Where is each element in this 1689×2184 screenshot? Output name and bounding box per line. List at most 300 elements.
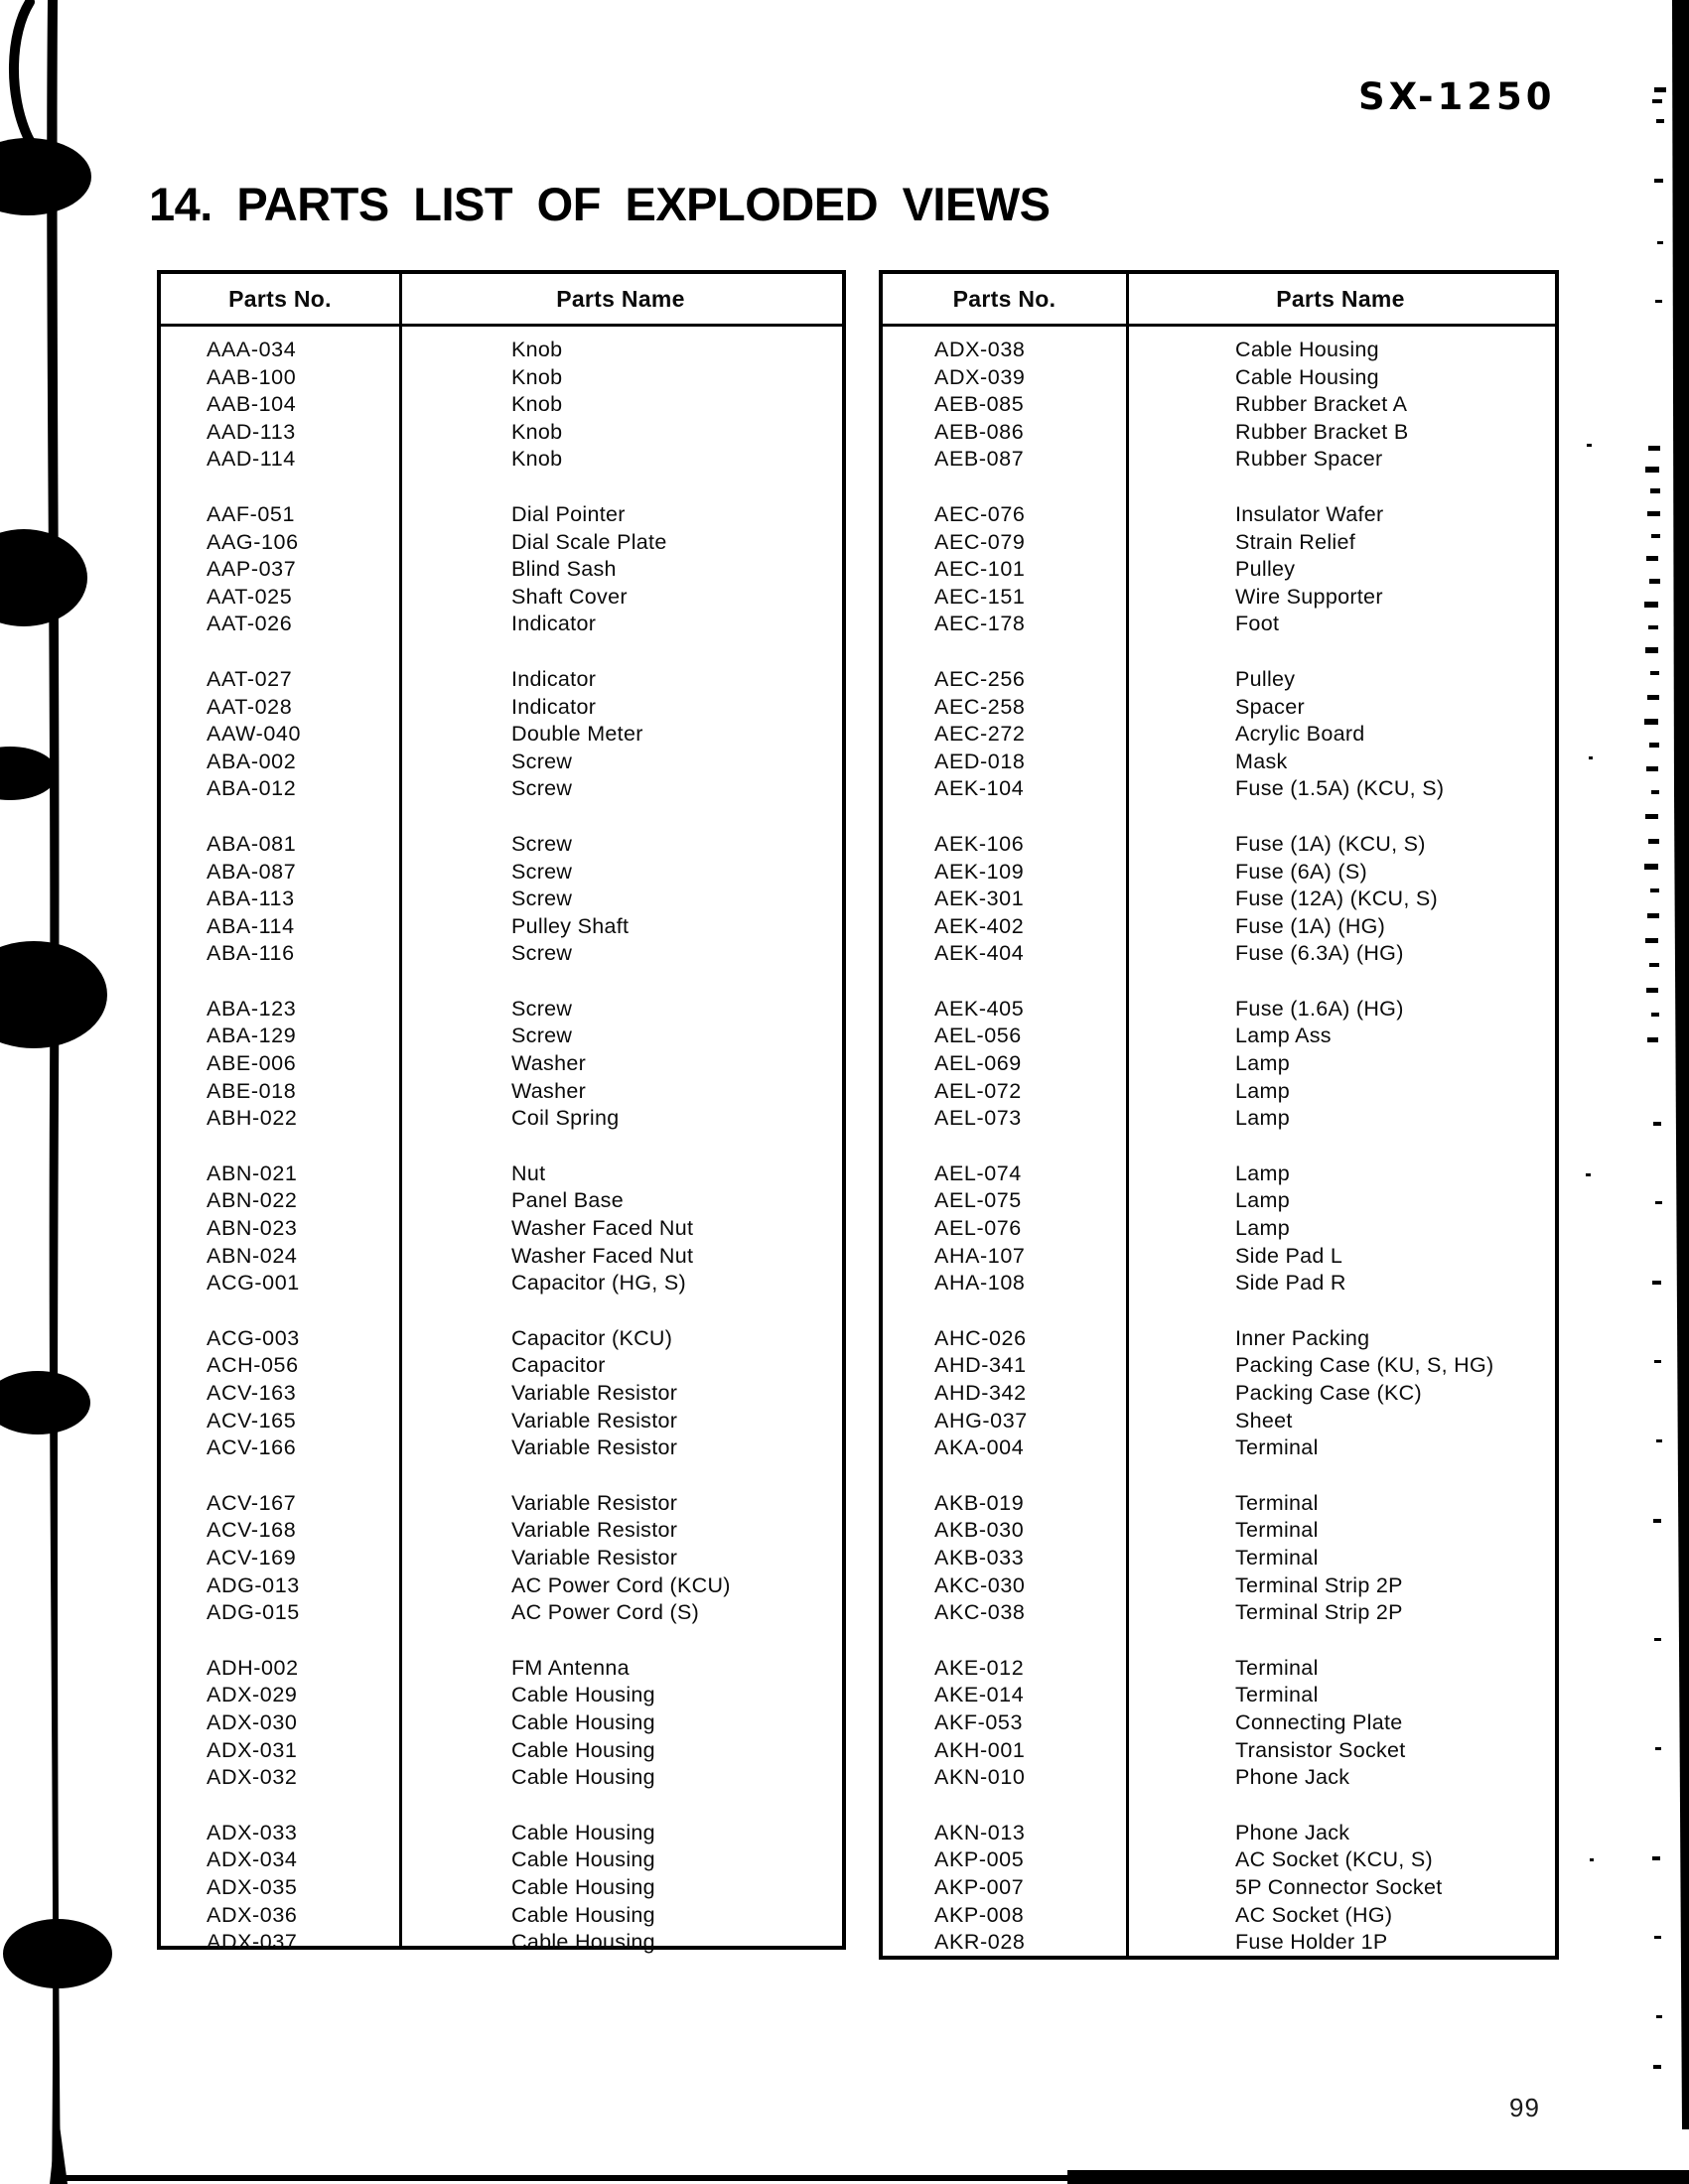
part-name: Pulley Shaft [511, 913, 630, 938]
part-name: Cable Housing [511, 1874, 655, 1899]
part-name: Washer [511, 1078, 587, 1103]
part-no: ACG-001 [207, 1271, 300, 1296]
part-name: Indicator [511, 612, 597, 636]
part-name: Double Meter [511, 722, 643, 747]
part-name: Side Pad L [1235, 1243, 1343, 1268]
table-row [161, 1187, 842, 1215]
parts-group [161, 831, 842, 968]
bottom-bar-thin [58, 2175, 1070, 2181]
table-row [883, 859, 1555, 887]
table-row [161, 886, 842, 913]
part-name: Lamp [1235, 1216, 1290, 1241]
part-name: Lamp [1235, 1051, 1290, 1076]
table-row [161, 1599, 842, 1627]
table-row [161, 940, 842, 968]
part-name: Sheet [1235, 1408, 1293, 1433]
table-row [883, 1380, 1555, 1408]
part-no: ABA-087 [207, 859, 297, 884]
part-name: Coil Spring [511, 1106, 620, 1131]
part-name: Indicator [511, 666, 597, 691]
part-no: AEK-405 [934, 996, 1025, 1021]
part-name: Shaft Cover [511, 584, 628, 609]
part-name: Screw [511, 1024, 573, 1048]
part-name: Terminal [1235, 1518, 1319, 1543]
part-name: Rubber Bracket A [1235, 392, 1408, 417]
parts-group [883, 337, 1555, 474]
part-no: ADX-032 [207, 1765, 298, 1790]
table-row [161, 1050, 842, 1078]
part-no: ACV-165 [207, 1408, 297, 1433]
table-row [161, 1655, 842, 1683]
table-row [161, 1709, 842, 1737]
spine-bottom-spike [50, 2111, 68, 2184]
part-name: AC Socket (KCU, S) [1235, 1847, 1433, 1872]
table-row [161, 694, 842, 722]
table-row [883, 1846, 1555, 1874]
table-row [161, 1215, 842, 1243]
table-row [161, 1490, 842, 1518]
table-row [161, 1105, 842, 1133]
part-no: ADX-030 [207, 1709, 298, 1734]
part-no: AHD-341 [934, 1353, 1027, 1378]
table-row [883, 1572, 1555, 1600]
part-no: ACV-169 [207, 1545, 297, 1570]
part-name: Knob [511, 338, 563, 361]
part-name: Insulator Wafer [1235, 501, 1384, 526]
table-row [161, 1078, 842, 1106]
parts-group [883, 1325, 1555, 1462]
parts-group [161, 1490, 842, 1627]
part-name: Spacer [1235, 694, 1305, 719]
part-no: AAT-025 [207, 584, 293, 609]
part-name: Variable Resistor [511, 1435, 678, 1460]
table-row [161, 1023, 842, 1050]
part-no: AAP-037 [207, 557, 297, 582]
part-name: Transistor Socket [1235, 1737, 1406, 1762]
part-no: ADX-037 [207, 1930, 298, 1955]
table-row [161, 1820, 842, 1847]
table-row [161, 1325, 842, 1353]
part-no: ADX-039 [934, 364, 1026, 389]
part-name: Terminal [1235, 1655, 1319, 1680]
part-no: ABA-123 [207, 996, 297, 1021]
parts-group [161, 1655, 842, 1792]
part-name: Wire Supporter [1235, 584, 1383, 609]
table-row [161, 501, 842, 529]
table-row [883, 1434, 1555, 1462]
table-row [161, 1572, 842, 1600]
table-row [161, 556, 842, 584]
part-name: Connecting Plate [1235, 1709, 1403, 1734]
part-name: Washer Faced Nut [511, 1243, 694, 1268]
part-no: AAA-034 [207, 338, 297, 361]
part-no: ADX-029 [207, 1683, 298, 1707]
part-no: AKC-030 [934, 1572, 1026, 1597]
table-row [883, 831, 1555, 859]
part-no: AHA-107 [934, 1243, 1026, 1268]
table-row [883, 1682, 1555, 1709]
table-row [883, 1929, 1555, 1957]
part-name: Fuse (6.3A) (HG) [1235, 941, 1404, 966]
part-no: AAD-113 [207, 419, 296, 444]
part-no: AAB-104 [207, 392, 297, 417]
part-name: Inner Packing [1235, 1325, 1370, 1350]
part-no: ABA-116 [207, 941, 295, 966]
part-name: Screw [511, 996, 573, 1021]
right-edge-noise [1586, 87, 1666, 2069]
part-name: Nut [511, 1160, 546, 1185]
table-row [883, 1599, 1555, 1627]
table-row [883, 364, 1555, 392]
part-no: AEC-256 [934, 666, 1026, 691]
part-name: Cable Housing [511, 1847, 655, 1872]
header-parts-name: Parts Name [1276, 285, 1405, 312]
part-name: Lamp [1235, 1188, 1290, 1213]
part-name: Fuse (1A) (KCU, S) [1235, 831, 1426, 856]
part-no: AHC-026 [934, 1325, 1027, 1350]
part-name: Cable Housing [511, 1737, 655, 1762]
part-no: AEB-085 [934, 392, 1025, 417]
part-name: Terminal [1235, 1490, 1319, 1515]
part-no: ABA-129 [207, 1024, 297, 1048]
part-no: ABE-006 [207, 1051, 297, 1076]
part-no: AEL-073 [934, 1106, 1022, 1131]
part-name: Panel Base [511, 1188, 624, 1213]
part-name: Blind Sash [511, 557, 617, 582]
page-title: 14. PARTS LIST OF EXPLODED VIEWS [149, 178, 1051, 230]
binder-hole-5 [0, 1371, 90, 1434]
table-row [883, 1737, 1555, 1765]
binder-hole-2 [0, 529, 87, 626]
table-row [883, 529, 1555, 557]
part-no: AAD-114 [207, 447, 296, 472]
table-row [883, 1105, 1555, 1133]
parts-group [883, 1160, 1555, 1297]
part-name: Side Pad R [1235, 1271, 1346, 1296]
parts-group [161, 1160, 842, 1297]
part-no: ADG-015 [207, 1600, 300, 1625]
part-no: AKE-012 [934, 1655, 1025, 1680]
part-no: AKB-019 [934, 1490, 1025, 1515]
parts-group [161, 501, 842, 638]
binder-hole-3 [0, 747, 58, 800]
table-row [161, 611, 842, 638]
part-name: Cable Housing [1235, 364, 1379, 389]
table-header [883, 274, 1555, 327]
table-row [883, 666, 1555, 694]
part-name: Strain Relief [1235, 529, 1356, 554]
part-name: Variable Resistor [511, 1381, 678, 1405]
part-name: Lamp [1235, 1106, 1290, 1131]
part-name: Cable Housing [511, 1820, 655, 1844]
parts-group [161, 666, 842, 803]
part-no: ACH-056 [207, 1353, 299, 1378]
table-row [883, 1517, 1555, 1545]
table-row [161, 1408, 842, 1435]
table-row [161, 391, 842, 419]
part-no: AAW-040 [207, 722, 302, 747]
part-name: Rubber Spacer [1235, 447, 1383, 472]
bottom-bar-thick [1067, 2170, 1689, 2184]
part-name: Fuse (12A) (KCU, S) [1235, 887, 1439, 911]
table-row [883, 1352, 1555, 1380]
table-row [883, 1023, 1555, 1050]
part-no: AKP-008 [934, 1902, 1025, 1927]
part-no: AEC-258 [934, 694, 1026, 719]
table-row [161, 419, 842, 447]
parts-group [161, 1325, 842, 1462]
table-row [161, 996, 842, 1024]
table-row [883, 611, 1555, 638]
part-name: Fuse (6A) (S) [1235, 859, 1367, 884]
part-no: AEC-101 [934, 557, 1026, 582]
table-row [883, 1187, 1555, 1215]
parts-group [883, 501, 1555, 638]
part-name: Dial Pointer [511, 501, 626, 526]
binder-hole-4 [0, 941, 107, 1048]
table-row [883, 1243, 1555, 1271]
table-row [161, 1434, 842, 1462]
part-no: ABN-023 [207, 1216, 298, 1241]
table-row [161, 1243, 842, 1271]
table-row [883, 775, 1555, 803]
parts-group [883, 831, 1555, 968]
part-name: Washer Faced Nut [511, 1216, 694, 1241]
part-no: AEC-076 [934, 501, 1026, 526]
table-row [883, 886, 1555, 913]
table-row [883, 1820, 1555, 1847]
part-no: AKN-013 [934, 1820, 1026, 1844]
part-name: Capacitor (KCU) [511, 1325, 673, 1350]
part-no: ADG-013 [207, 1572, 300, 1597]
part-no: AED-018 [934, 749, 1026, 773]
table-row [883, 1490, 1555, 1518]
header-parts-name: Parts Name [556, 285, 685, 312]
table-row [883, 501, 1555, 529]
header-parts-no: Parts No. [228, 285, 332, 312]
table-row [161, 364, 842, 392]
part-no: AEL-075 [934, 1188, 1022, 1213]
part-name: AC Socket (HG) [1235, 1902, 1393, 1927]
part-no: AKR-028 [934, 1930, 1026, 1955]
table-row [161, 775, 842, 803]
page-number: 99 [1509, 2093, 1540, 2122]
part-no: ABN-024 [207, 1243, 298, 1268]
part-name: Capacitor [511, 1353, 606, 1378]
part-no: AKE-014 [934, 1683, 1025, 1707]
table-row [161, 1270, 842, 1297]
part-no: AEL-076 [934, 1216, 1022, 1241]
table-row [883, 1874, 1555, 1902]
part-name: Variable Resistor [511, 1518, 678, 1543]
binder-hole-1 [0, 138, 91, 215]
part-name: AC Power Cord (S) [511, 1600, 700, 1625]
part-no: AEL-069 [934, 1051, 1022, 1076]
part-no: AEK-109 [934, 859, 1025, 884]
part-name: Packing Case (KU, S, HG) [1235, 1353, 1494, 1378]
part-name: Cable Housing [511, 1902, 655, 1927]
part-no: ABA-012 [207, 776, 297, 801]
part-no: AEC-079 [934, 529, 1026, 554]
table-row [883, 1545, 1555, 1572]
parts-table-left [157, 270, 846, 1955]
part-no: AEL-074 [934, 1160, 1022, 1185]
part-name: FM Antenna [511, 1655, 630, 1680]
table-row [883, 913, 1555, 941]
part-name: Pulley [1235, 557, 1296, 582]
part-name: Cable Housing [511, 1930, 655, 1955]
parts-group [161, 996, 842, 1133]
table-row [161, 1160, 842, 1188]
part-no: AEB-086 [934, 419, 1025, 444]
part-name: AC Power Cord (KCU) [511, 1572, 731, 1597]
table-row [161, 1764, 842, 1792]
part-name: Screw [511, 859, 573, 884]
part-name: Foot [1235, 612, 1280, 636]
table-row [883, 1408, 1555, 1435]
part-no: AEB-087 [934, 447, 1025, 472]
table-row [883, 1325, 1555, 1353]
table-row [161, 1380, 842, 1408]
part-no: AAF-051 [207, 501, 296, 526]
table-row [883, 1270, 1555, 1297]
table-row [161, 721, 842, 749]
part-name: Fuse (1.5A) (KCU, S) [1235, 776, 1445, 801]
part-name: Variable Resistor [511, 1408, 678, 1433]
part-no: AKF-053 [934, 1709, 1024, 1734]
part-name: Washer [511, 1051, 587, 1076]
part-no: AAT-027 [207, 666, 293, 691]
table-row [161, 1902, 842, 1930]
part-name: Terminal Strip 2P [1235, 1600, 1403, 1625]
table-row [883, 446, 1555, 474]
part-no: ACV-163 [207, 1381, 297, 1405]
part-name: Fuse (1.6A) (HG) [1235, 996, 1404, 1021]
part-name: 5P Connector Socket [1235, 1874, 1443, 1899]
spine-line [47, 0, 61, 2184]
table-row [883, 721, 1555, 749]
model-number: SX-1250 [1358, 75, 1556, 118]
part-no: AEK-404 [934, 941, 1025, 966]
part-no: AKP-007 [934, 1874, 1025, 1899]
part-name: Capacitor (HG, S) [511, 1271, 686, 1296]
part-no: AHG-037 [934, 1408, 1028, 1433]
table-row [161, 749, 842, 776]
table-header [161, 274, 842, 327]
part-no: AKP-005 [934, 1847, 1025, 1872]
table-row [883, 1160, 1555, 1188]
table-row [161, 1929, 842, 1957]
parts-group [883, 1490, 1555, 1627]
part-name: Variable Resistor [511, 1490, 678, 1515]
part-name: Screw [511, 941, 573, 966]
table-row [883, 1902, 1555, 1930]
part-name: Screw [511, 749, 573, 773]
table-row [883, 419, 1555, 447]
part-name: Lamp [1235, 1078, 1290, 1103]
table-row [883, 584, 1555, 612]
column-divider [399, 274, 402, 1946]
part-no: ADH-002 [207, 1655, 299, 1680]
part-no: AKA-004 [934, 1435, 1025, 1460]
part-name: Fuse (1A) (HG) [1235, 913, 1386, 938]
header-parts-no: Parts No. [952, 285, 1056, 312]
parts-group [883, 996, 1555, 1133]
part-no: ABN-022 [207, 1188, 298, 1213]
part-name: Screw [511, 776, 573, 801]
part-no: ADX-031 [207, 1737, 298, 1762]
parts-group [883, 1820, 1555, 1957]
table-row [883, 556, 1555, 584]
part-no: ADX-033 [207, 1820, 298, 1844]
part-name: Dial Scale Plate [511, 529, 667, 554]
part-name: Terminal Strip 2P [1235, 1572, 1403, 1597]
table-row [883, 1764, 1555, 1792]
parts-group [883, 666, 1555, 803]
part-no: ADX-034 [207, 1847, 298, 1872]
table-row [883, 694, 1555, 722]
part-name: Packing Case (KC) [1235, 1381, 1422, 1405]
table-row [883, 1655, 1555, 1683]
part-no: AHA-108 [934, 1271, 1026, 1296]
part-name: Pulley [1235, 666, 1296, 691]
part-name: Variable Resistor [511, 1545, 678, 1570]
table-row [161, 831, 842, 859]
part-no: ADX-038 [934, 338, 1026, 361]
part-name: Cable Housing [511, 1709, 655, 1734]
part-no: ACV-168 [207, 1518, 297, 1543]
part-name: Knob [511, 419, 563, 444]
part-name: Mask [1235, 749, 1288, 773]
part-no: AAB-100 [207, 364, 297, 389]
part-name: Lamp [1235, 1160, 1290, 1185]
part-no: AEK-402 [934, 913, 1025, 938]
part-no: AEL-072 [934, 1078, 1022, 1103]
part-name: Indicator [511, 694, 597, 719]
part-name: Phone Jack [1235, 1820, 1350, 1844]
part-no: ABE-018 [207, 1078, 297, 1103]
table-row [161, 859, 842, 887]
part-name: Fuse Holder 1P [1235, 1930, 1388, 1955]
part-no: ADX-035 [207, 1874, 298, 1899]
part-no: ABA-002 [207, 749, 297, 773]
part-no: ABA-114 [207, 913, 295, 938]
part-no: ABA-081 [207, 831, 297, 856]
part-name: Screw [511, 831, 573, 856]
table-row [161, 1682, 842, 1709]
part-name: Knob [511, 364, 563, 389]
part-name: Knob [511, 447, 563, 472]
part-no: AEK-104 [934, 776, 1025, 801]
part-name: Terminal [1235, 1435, 1319, 1460]
part-name: Cable Housing [511, 1683, 655, 1707]
table-row [883, 391, 1555, 419]
right-edge-bar [1672, 0, 1689, 2129]
part-no: AEL-056 [934, 1024, 1022, 1048]
part-no: AKB-030 [934, 1518, 1025, 1543]
table-row [161, 1846, 842, 1874]
part-no: AAT-026 [207, 612, 293, 636]
part-name: Terminal [1235, 1545, 1319, 1570]
part-name: Cable Housing [511, 1765, 655, 1790]
part-no: ACV-166 [207, 1435, 297, 1460]
table-row [883, 1050, 1555, 1078]
table-row [161, 584, 842, 612]
part-no: ACV-167 [207, 1490, 297, 1515]
table-row [883, 940, 1555, 968]
table-row [883, 749, 1555, 776]
table-row [161, 446, 842, 474]
